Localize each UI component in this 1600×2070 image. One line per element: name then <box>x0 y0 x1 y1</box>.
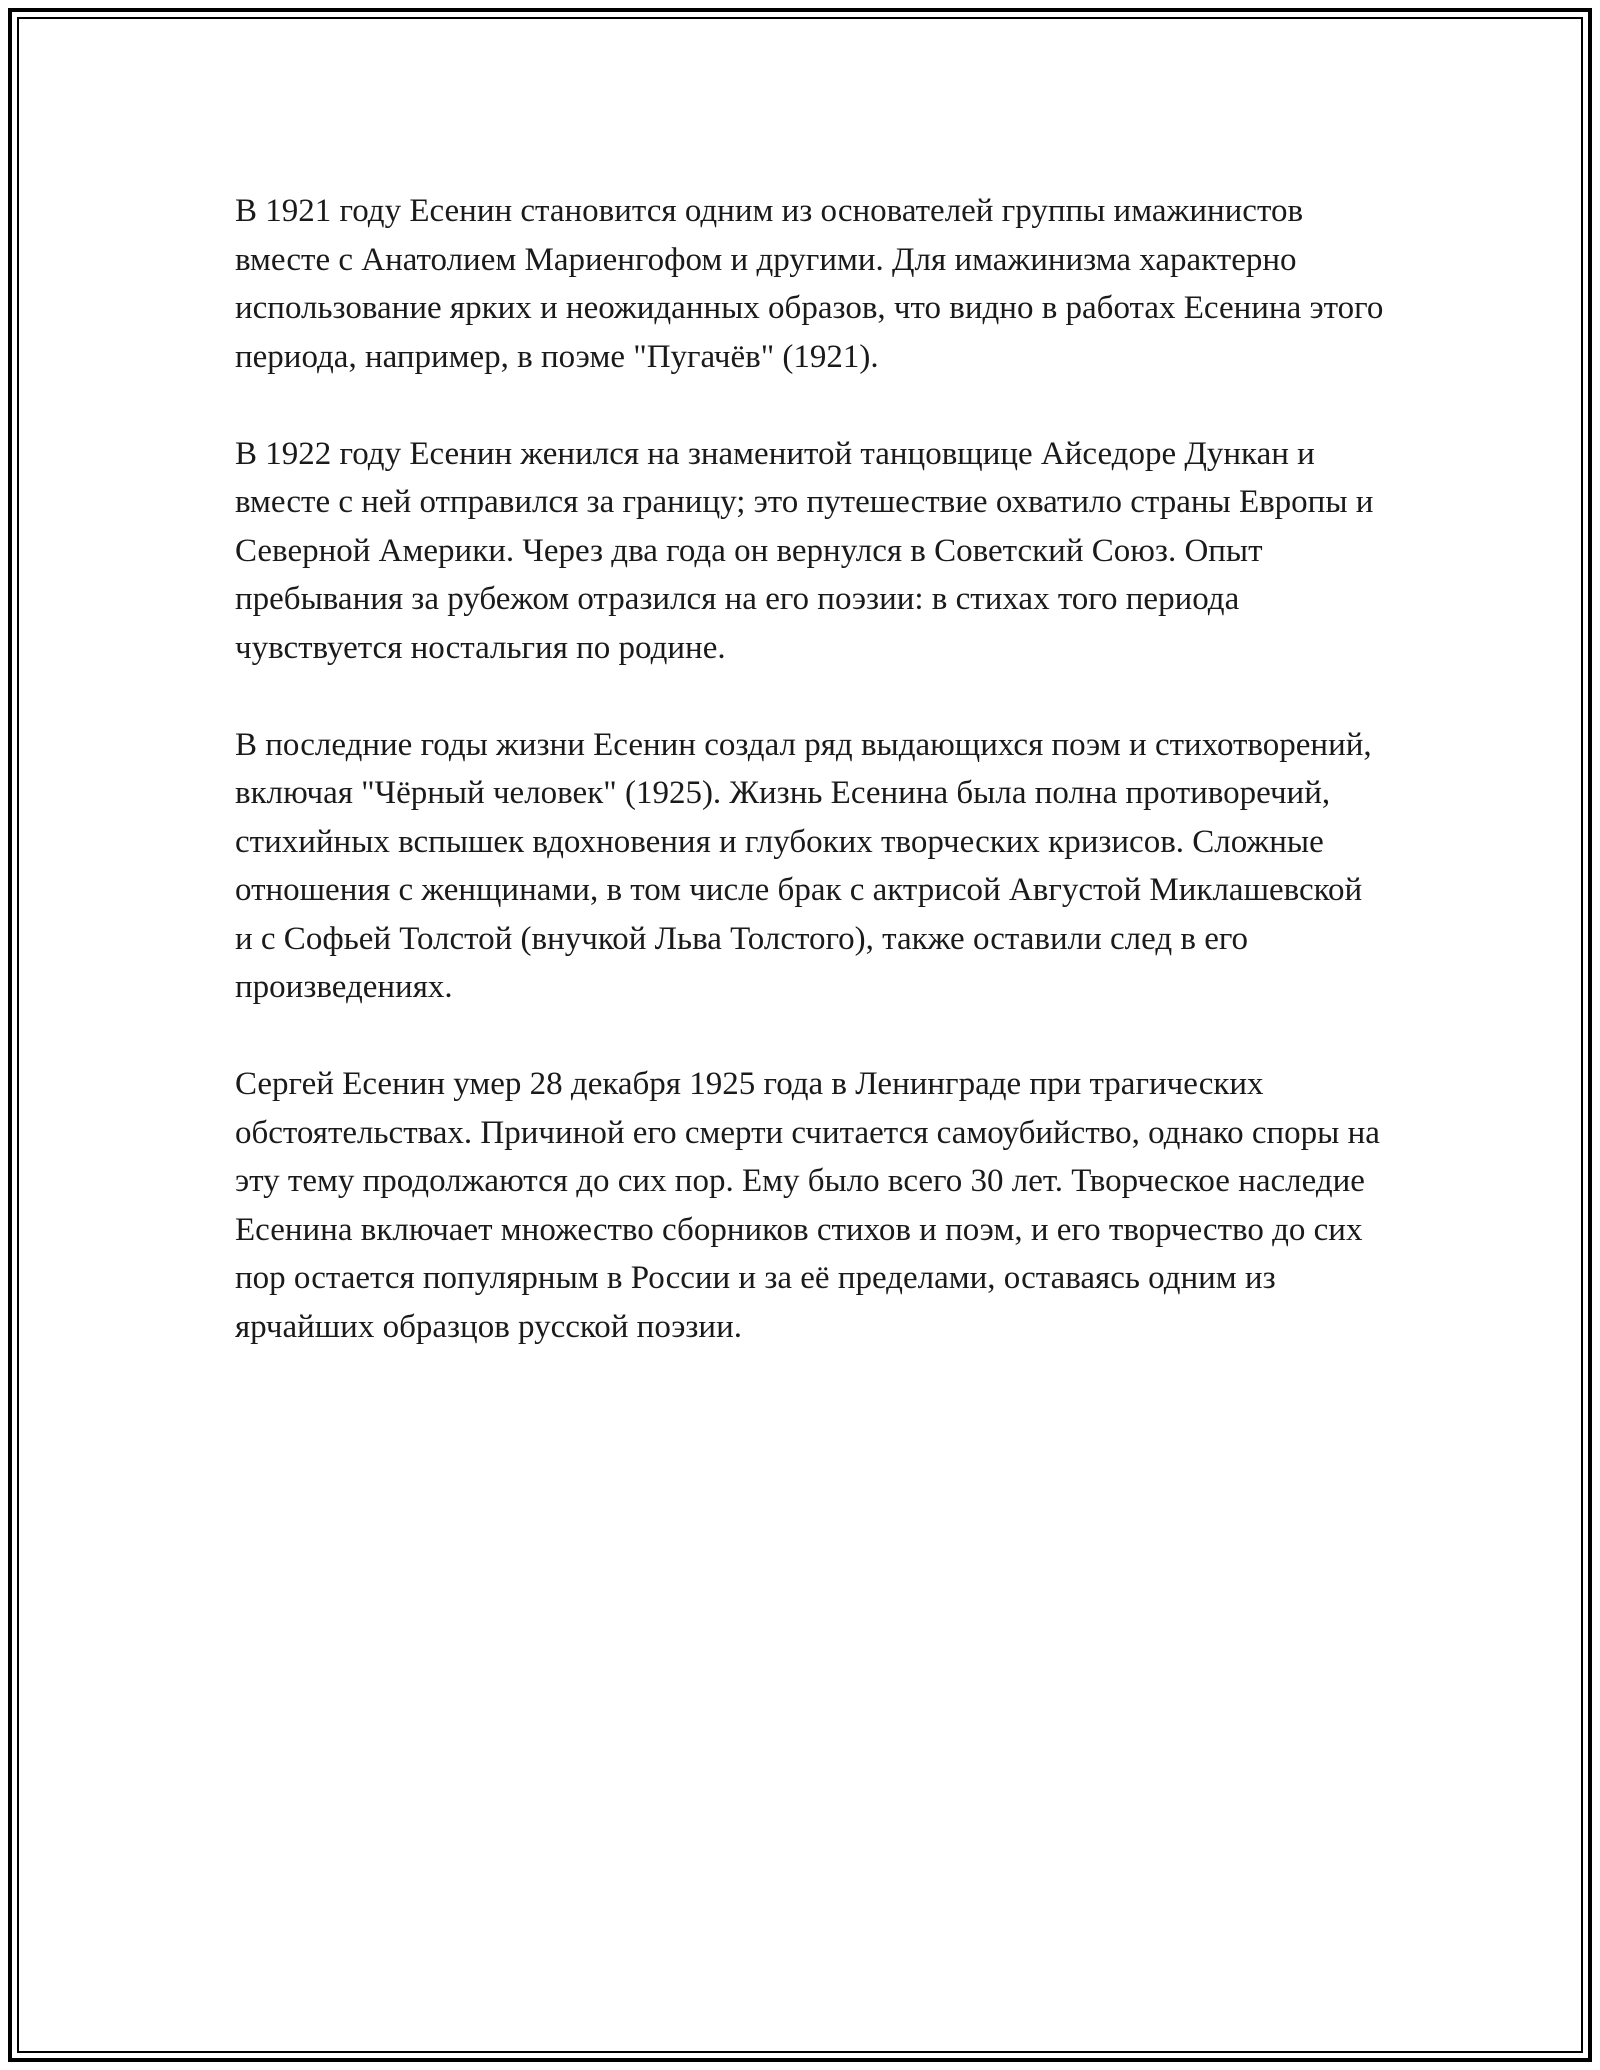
document-body <box>235 187 1385 1400</box>
paragraph-death-legacy: Сергей Есенин умер 28 декабря 1925 года в Ленинграде при трагических обстоятельствах. Причиной его смерти считается самоубийство, однако споры на эту тему продолжаются до сих пор. Ему было всего 30 лет. Творческое наследие Есенина включает множество сборников стихов и поэм, и его творчество до сих пор остается популярным в России и за её пределами, оставаясь одним из ярчайших образцов русской поэзии. <box>235 1066 1380 1345</box>
paragraph-duncan-travel: В 1922 году Есенин женился на знаменитой танцовщице Айседоре Дункан и вместе с ней отправился за границу; это путешествие охватило страны Европы и Северной Америки. Через два года он вернулся в Советский Союз. Опыт пребывания за рубежом отразился на его поэзии: в стихах того периода чувствуется ностальгия по родине. <box>235 435 1374 666</box>
paragraph-imaginism: В 1921 году Есенин становится одним из основателей группы имажинистов вместе с Анатолием Мариенгофом и другими. Для имажинизма характерно использование ярких и неожиданных образов, что видно в работах Есенина этого периода, например, в поэме "Пугачёв" (1921). <box>235 193 1384 375</box>
paragraph-last-years: В последние годы жизни Есенин создал ряд выдающихся поэм и стихотворений, включая "Чёрный человек" (1925). Жизнь Есенина была полна противоречий, стихийных вспышек вдохновения и глубоких творческих кризисов. Сложные отношения с женщинами, в том числе брак с актрисой Августой Миклашевской и с Софьей Толстой (внучкой Льва Толстого), также оставили след в его произведениях. <box>235 726 1372 1005</box>
